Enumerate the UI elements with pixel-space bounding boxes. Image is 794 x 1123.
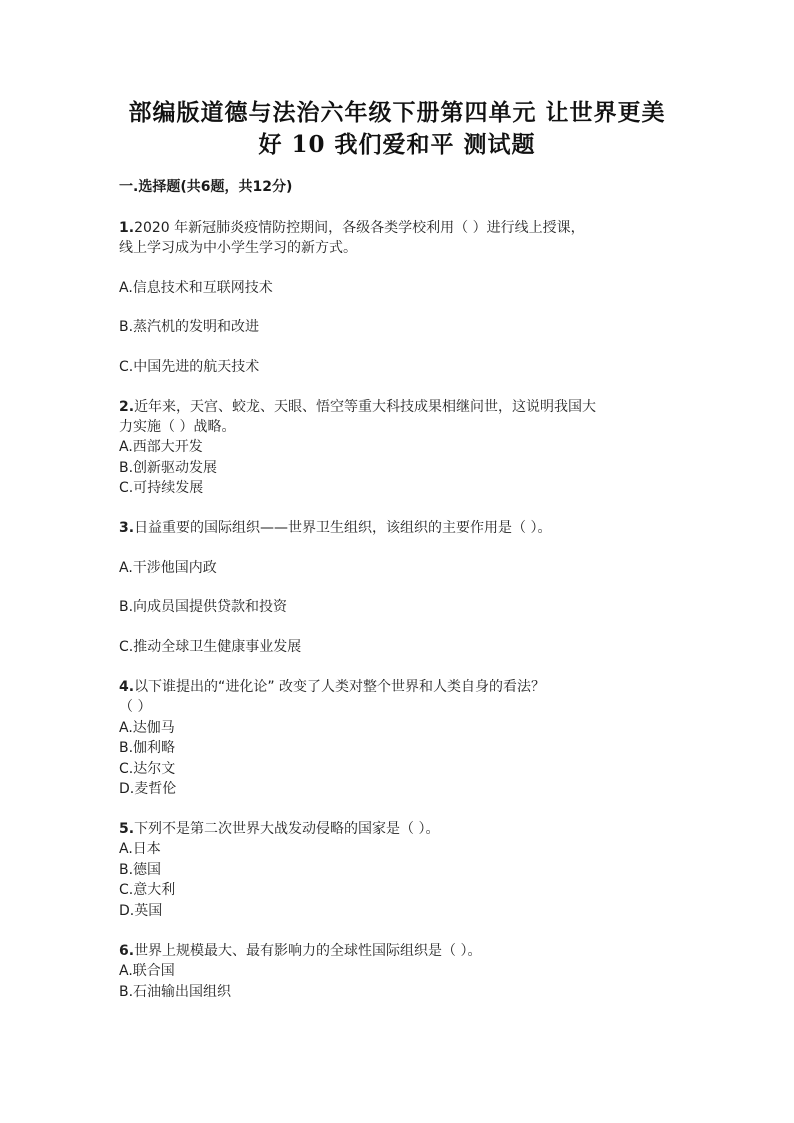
- question-3-option-c: C.推动全球卫生健康事业发展: [119, 639, 302, 655]
- question-6-option-b: B.石油输出国组织: [119, 984, 232, 1000]
- question-1-stem-line-2: 线上学习成为中小学生学习的新方式。: [119, 240, 357, 256]
- question-2-option-c: C.可持续发展: [119, 480, 204, 496]
- question-4-option-d: D.麦哲伦: [119, 781, 177, 797]
- question-5-stem-line-1: 5.下列不是第二次世界大战发动侵略的国家是（ ）。: [119, 821, 440, 837]
- question-4-stem-line-2: （ ）: [119, 699, 152, 715]
- question-5-number: 5.: [119, 821, 135, 837]
- question-1-option-a: A.信息技术和互联网技术: [119, 280, 273, 296]
- question-5-option-c: C.意大利: [119, 882, 176, 898]
- question-1-number: 1.: [119, 220, 135, 236]
- question-6-stem-line-1: 6.世界上规模最大、最有影响力的全球性国际组织是（ ）。: [119, 943, 482, 959]
- question-2-number: 2.: [119, 399, 135, 415]
- question-1-option-b: B.蒸汽机的发明和改进: [119, 319, 260, 335]
- section-heading: 一.选择题(共6题，共12分): [119, 179, 293, 195]
- question-3-number: 3.: [119, 520, 135, 536]
- question-5-option-a: A.日本: [119, 841, 161, 857]
- question-3-option-a: A.干涉他国内政: [119, 560, 217, 576]
- document-title-line-1: 部编版道德与法治六年级下册第四单元 让世界更美: [128, 99, 666, 126]
- question-6-number: 6.: [119, 943, 135, 959]
- question-1-option-c: C.中国先进的航天技术: [119, 359, 260, 375]
- question-4-stem-line-1: 4.以下谁提出的“进化论” 改变了人类对整个世界和人类自身的看法？: [119, 679, 546, 695]
- question-3-option-b: B.向成员国提供贷款和投资: [119, 599, 288, 615]
- question-2-stem-line-1: 2.近年来，天宫、蛟龙、天眼、悟空等重大科技成果相继问世，这说明我国大: [119, 399, 597, 415]
- question-4-option-a: A.达伽马: [119, 720, 175, 736]
- question-5-option-d: D.英国: [119, 903, 163, 919]
- document-title-line-2: 好 10 我们爱和平 测试题: [258, 131, 536, 158]
- question-1-stem-line-1: 1.2020 年新冠肺炎疫情防控期间，各级各类学校利用（ ）进行线上授课，: [119, 220, 585, 236]
- question-4-number: 4.: [119, 679, 135, 695]
- question-4-option-c: C.达尔文: [119, 761, 176, 777]
- question-5-option-b: B.德国: [119, 862, 162, 878]
- question-2-stem-line-2: 力实施（ ）战略。: [119, 419, 236, 435]
- question-6-option-a: A.联合国: [119, 963, 175, 979]
- question-3-stem-line-1: 3.日益重要的国际组织——世界卫生组织，该组织的主要作用是（ ）。: [119, 520, 552, 536]
- question-2-option-b: B.创新驱动发展: [119, 460, 218, 476]
- question-4-option-b: B.伽利略: [119, 740, 176, 756]
- question-2-option-a: A.西部大开发: [119, 439, 203, 455]
